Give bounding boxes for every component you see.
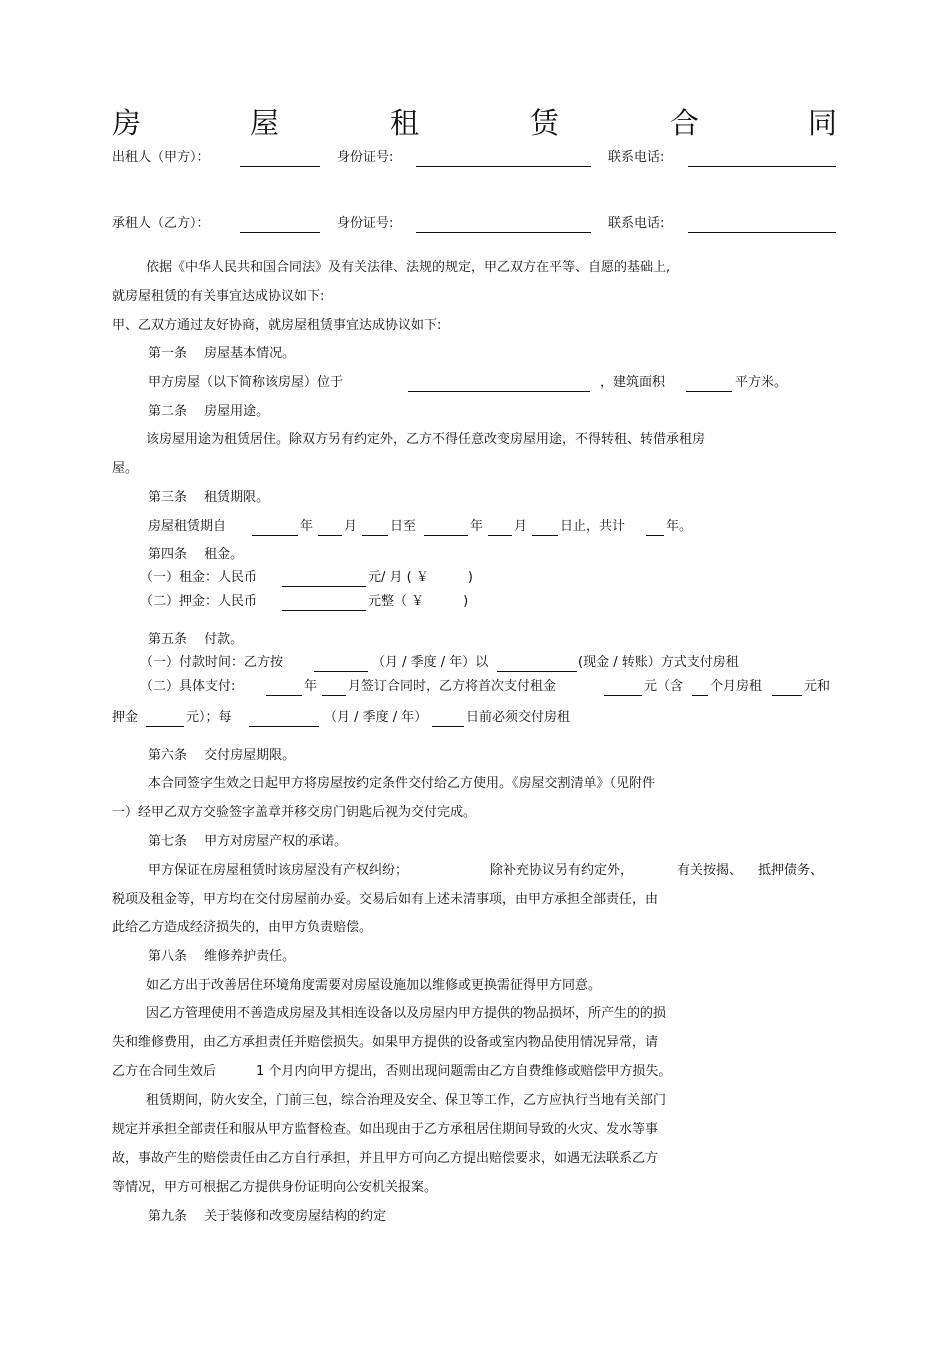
article-4-heading: 第四条 租金。 [148,547,244,562]
a5-text: （月 / 季度 / 年） [324,710,428,725]
rent-amount-field[interactable] [282,586,366,587]
due-day-field[interactable] [432,726,464,727]
a3-text: 年 [470,519,484,534]
start-year-field[interactable] [252,535,298,536]
a6-paragraph: 本合同签字生效之日起甲方将房屋按约定条件交付给乙方使用。《房屋交割清单》（见附件 [148,776,656,791]
sign-month-field[interactable] [322,695,346,696]
payment-period-field[interactable] [314,671,368,672]
rent-label: （一）租金：人民币 [140,570,258,585]
article-3-heading: 第三条 租赁期限。 [148,490,270,505]
a7-paragraph: 甲方保证在房屋租赁时该房屋没有产权纠纷； [148,863,409,878]
article-9-heading: 第九条 关于装修和改变房屋结构的约定 [148,1209,387,1224]
end-year-field[interactable] [424,535,468,536]
title-char: 屋 [250,106,280,140]
a5-text: 押金 [112,710,139,725]
a1-location-label: 甲方房屋（以下简称该房屋）位于 [148,375,344,390]
lessee-id-label: 身份证号: [337,216,394,231]
a5-text: 月签订合同时，乙方将首次支付租金 [348,679,557,694]
payment-method-field[interactable] [497,671,577,672]
lessor-phone-label: 联系电话: [608,150,665,165]
a5-text: （一）付款时间：乙方按 [140,655,284,670]
title-char: 租 [390,106,420,140]
a5-text: 日前必须交付房租 [466,710,571,725]
a3-text: 月 [514,519,528,534]
rent-part-field[interactable] [772,695,802,696]
a5-text: 个月房租 [710,679,763,694]
lessor-label: 出租人（甲方）： [112,150,210,165]
a7-paragraph: 有关按揭、 [677,863,743,878]
months-rent-field[interactable] [692,695,708,696]
a3-text: 月 [344,519,358,534]
a3-text: 日止，共计 [560,519,626,534]
deposit-label: （二）押金：人民币 [140,594,258,609]
deposit-amount-field[interactable] [282,610,366,611]
a7-paragraph: 此给乙方造成经济损失的，由甲方负责赔偿。 [112,920,373,935]
article-5-heading: 第五条 付款。 [148,632,244,647]
lessor-name-field[interactable] [240,166,320,167]
article-1-heading: 第一条 房屋基本情况。 [148,346,296,361]
a8-paragraph: 规定并承担全部责任和服从甲方监督检查。如出现由于乙方承租居住期间导致的火灾、发水等事 [112,1122,659,1137]
article-6-heading: 第六条 交付房屋期限。 [148,748,296,763]
title-char: 合 [670,106,700,140]
a7-paragraph: 抵押债务、 [758,863,824,878]
first-payment-field[interactable] [604,695,642,696]
start-month-field[interactable] [318,535,342,536]
area-field[interactable] [686,391,732,392]
start-day-field[interactable] [362,535,388,536]
a1-area-label: ，建筑面积 [600,375,666,390]
sign-year-field[interactable] [266,695,302,696]
a5-text: （二）具体支付: [140,679,236,694]
lessor-phone-field[interactable] [688,166,836,167]
a1-unit: 平方米。 [735,375,788,390]
a5-text: （月 / 季度 / 年）以 [372,655,489,670]
a3-text: 年。 [666,519,693,534]
a5-text: 年 [304,679,318,694]
a5-text: 元（含 [644,679,684,694]
a3-text: 房屋租赁期自 [148,519,227,534]
intro-paragraph: 依据《中华人民共和国合同法》及有关法律、法规的规定，甲乙双方在平等、自愿的基础上, [146,260,671,275]
article-8-heading: 第八条 维修养护责任。 [148,949,296,964]
title-char: 同 [808,106,838,140]
a8-paragraph: 乙方在合同生效后 [112,1064,217,1079]
title-char: 房 [112,106,142,140]
a8-paragraph: 1 个月内向甲方提出，否则出现问题需由乙方自费维修或赔偿甲方损失。 [256,1064,672,1079]
a8-paragraph: 因乙方管理使用不善造成房屋及其相连设备以及房屋内甲方提供的物品损坏，所产生的的损 [146,1006,667,1021]
a5-text: (现金 / 转账）方式支付房租 [578,655,739,670]
a8-paragraph: 等情况，甲方可根据乙方提供身份证明向公安机关报案。 [112,1180,438,1195]
lessee-id-field[interactable] [416,232,591,233]
end-month-field[interactable] [488,535,512,536]
intro-paragraph: 就房屋租赁的有关事宜达成协议如下: [112,289,325,304]
recurring-period-field[interactable] [249,726,319,727]
lessor-id-label: 身份证号: [337,150,394,165]
rent-unit: 元/ 月 ( ￥ ) [368,570,473,585]
a8-paragraph: 租赁期间，防火安全，门前三包，综合治理及安全、保卫等工作，乙方应执行当地有关部门 [146,1093,667,1108]
a7-paragraph: 税项及租金等，甲方均在交付房屋前办妥。交易后如有上述未清事项，由甲方承担全部责任，由 [112,892,659,907]
a6-paragraph: 一）经甲乙双方交验签字盖章并移交房门钥匙后视为交付完成。 [112,805,477,820]
lessee-name-field[interactable] [240,232,320,233]
article-7-heading: 第七条 甲方对房屋产权的承诺。 [148,834,348,849]
a5-text: 元）；每 [186,710,232,725]
lessor-id-field[interactable] [416,166,591,167]
intro-paragraph: 甲、乙双方通过友好协商，就房屋租赁事宜达成协议如下: [112,318,442,333]
lessee-phone-field[interactable] [688,232,836,233]
title-char: 赁 [530,106,560,140]
deposit-unit: 元整（ ￥ ) [368,594,469,609]
total-years-field[interactable] [646,535,664,536]
deposit-part-field[interactable] [146,726,184,727]
end-day-field[interactable] [532,535,558,536]
lessee-phone-label: 联系电话: [608,216,665,231]
a3-text: 日至 [390,519,417,534]
a2-paragraph: 该房屋用途为租赁居住。除双方另有约定外，乙方不得任意改变房屋用途，不得转租、转借承租房 [146,432,706,447]
a8-paragraph: 失和维修费用，由乙方承担责任并赔偿损失。如果甲方提供的设备或室内物品使用情况异常，请 [112,1035,659,1050]
a8-paragraph: 故，事故产生的赔偿责任由乙方自行承担，并且甲方可向乙方提出赔偿要求，如遇无法联系乙方 [112,1151,659,1166]
a8-paragraph: 如乙方出于改善居住环境角度需要对房屋设施加以维修或更换需征得甲方同意。 [146,978,602,993]
a5-text: 元和 [804,679,831,694]
a7-paragraph: 除补充协议另有约定外， [490,863,634,878]
article-2-heading: 第二条 房屋用途。 [148,404,270,419]
a3-text: 年 [300,519,314,534]
address-field[interactable] [408,391,590,392]
lessee-label: 承租人（乙方）： [112,216,210,231]
a2-paragraph: 屋。 [112,461,139,476]
